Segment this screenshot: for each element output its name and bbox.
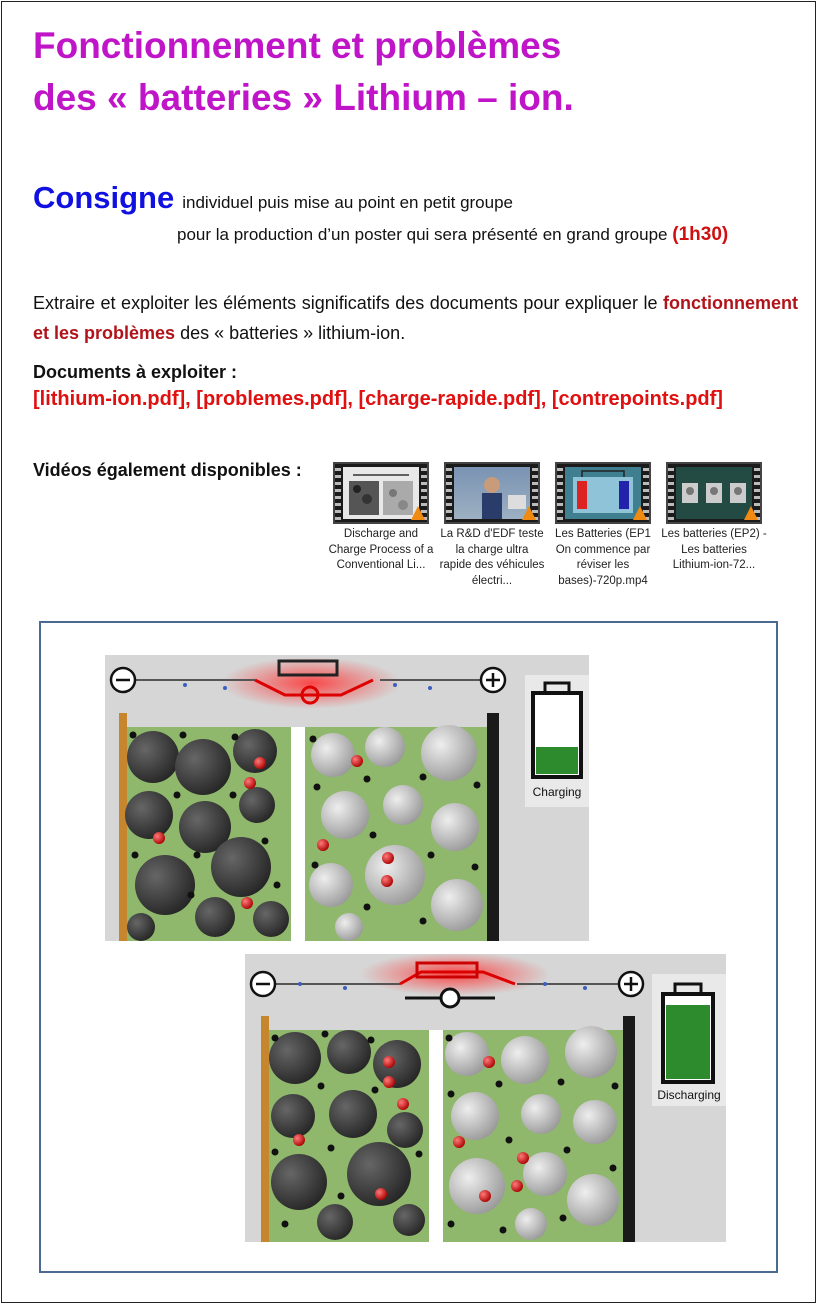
vlc-cone-icon (411, 506, 425, 520)
duration-label: (1h30) (672, 224, 729, 245)
videos-heading: Vidéos également disponibles : (33, 460, 302, 480)
consigne-line-1: individuel puis mise au point en petit groupe (182, 193, 514, 212)
video-thumbnail[interactable] (666, 462, 762, 524)
paragraph-part-2: des « batteries » lithium-ion. (180, 323, 406, 343)
vlc-cone-icon (522, 506, 536, 520)
video-item[interactable] (438, 462, 546, 589)
vlc-cone-icon (633, 506, 647, 520)
video-thumbnail[interactable] (333, 462, 429, 524)
consigne-line-2 (177, 224, 728, 246)
consigne-line-2-text: pour la production d’un poster qui sera présenté en grand groupe (177, 225, 668, 244)
video-thumbnail[interactable] (444, 462, 540, 524)
paragraph-part-1: Extraire et exploiter les éléments significatifs des documents pour expliquer le (33, 293, 658, 313)
video-item[interactable] (660, 462, 768, 574)
charging-label: Charging (532, 785, 582, 799)
documents-list: [lithium-ion.pdf], [problemes.pdf], [charge-rapide.pdf], [contrepoints.pdf] (33, 388, 723, 410)
instructions-paragraph (33, 288, 798, 348)
battery-level-fill (536, 747, 578, 774)
video-caption: Les batteries (EP2) - Les batteries Lithium-ion-72... (661, 528, 767, 571)
vlc-cone-icon (744, 506, 758, 520)
charging-simulation (105, 655, 589, 941)
battery-level-fill (666, 1005, 710, 1079)
consigne-heading: Consigne (33, 180, 175, 215)
paragraph-highlight: fonctionnement et les problèmes (33, 293, 798, 343)
video-caption: Discharge and Charge Process of a Conventional Li... (328, 528, 434, 571)
video-item[interactable] (327, 462, 435, 574)
title-line-1: Fonctionnement et problèmes (33, 25, 562, 66)
documents-heading: Documents à exploiter : (33, 362, 238, 382)
video-item[interactable] (549, 462, 657, 589)
discharging-simulation (245, 954, 726, 1242)
title-line-2: des « batteries » Lithium – ion. (33, 77, 574, 118)
video-thumbnail[interactable] (555, 462, 651, 524)
video-caption: La R&D d'EDF teste la charge ultra rapide des véhicules électri... (439, 528, 545, 587)
video-caption: Les Batteries (EP1 On commence par réviser les bases)-720p.mp4 (555, 528, 651, 587)
consigne-block (33, 180, 513, 216)
discharging-label: Discharging (657, 1088, 721, 1102)
charging-simulation-graphic (105, 655, 589, 941)
page-title (33, 20, 574, 124)
